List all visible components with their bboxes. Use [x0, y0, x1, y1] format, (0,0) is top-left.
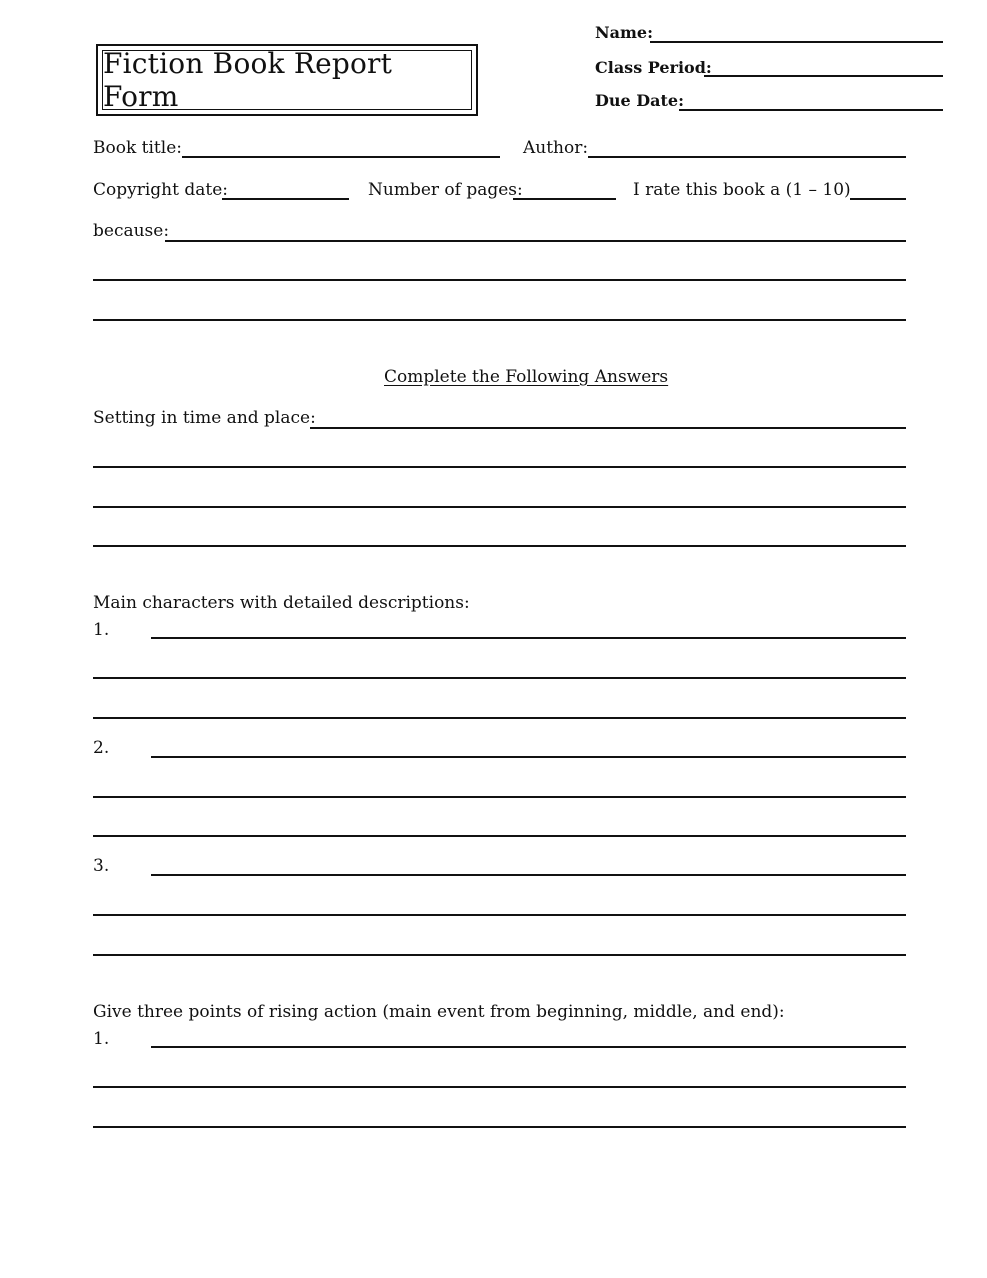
rising-action-1-line-3[interactable] [93, 1126, 906, 1128]
due-date-field[interactable] [679, 109, 943, 111]
character-2-line-2[interactable] [93, 796, 906, 798]
characters-label: Main characters with detailed descriptions: [93, 593, 470, 613]
rising-action-1-field[interactable] [151, 1046, 906, 1048]
title-inner-border [102, 47, 472, 113]
name-field[interactable] [650, 41, 943, 43]
rating-label: I rate this book a (1 – 10) [633, 180, 851, 200]
because-line-3[interactable] [93, 319, 906, 321]
rising-action-1-number: 1. [93, 1029, 110, 1049]
character-1-number: 1. [93, 620, 110, 640]
because-label: because: [93, 221, 170, 241]
copyright-field[interactable] [222, 198, 349, 200]
class-period-label: Class Period: [595, 58, 712, 77]
author-label: Author: [523, 138, 589, 158]
pages-label: Number of pages: [368, 180, 523, 200]
character-1-field[interactable] [151, 637, 906, 639]
page-title: Fiction Book Report Form [103, 47, 393, 113]
setting-line-3[interactable] [93, 506, 906, 508]
pages-field[interactable] [513, 198, 616, 200]
copyright-label: Copyright date: [93, 180, 228, 200]
character-1-line-3[interactable] [93, 717, 906, 719]
name-label: Name: [595, 23, 654, 42]
book-title-field[interactable] [182, 156, 500, 158]
character-3-number: 3. [93, 856, 110, 876]
because-field[interactable] [165, 240, 906, 242]
character-3-line-3[interactable] [93, 954, 906, 956]
section-heading: Complete the Following Answers [384, 367, 669, 387]
because-line-2[interactable] [93, 279, 906, 281]
rising-action-label: Give three points of rising action (main event from beginning, middle, and end): [93, 1002, 785, 1022]
character-2-field[interactable] [151, 756, 906, 758]
class-period-field[interactable] [704, 75, 943, 77]
rising-action-1-line-2[interactable] [93, 1086, 906, 1088]
author-field[interactable] [588, 156, 906, 158]
setting-field[interactable] [310, 427, 906, 429]
character-2-number: 2. [93, 738, 110, 758]
due-date-label: Due Date: [595, 91, 684, 110]
character-1-line-2[interactable] [93, 677, 906, 679]
title-box [96, 44, 478, 116]
character-3-field[interactable] [151, 874, 906, 876]
setting-label: Setting in time and place: [93, 408, 316, 428]
character-3-line-2[interactable] [93, 914, 906, 916]
character-2-line-3[interactable] [93, 835, 906, 837]
setting-line-4[interactable] [93, 545, 906, 547]
book-title-label: Book title: [93, 138, 182, 158]
setting-line-2[interactable] [93, 466, 906, 468]
rating-field[interactable] [850, 198, 906, 200]
